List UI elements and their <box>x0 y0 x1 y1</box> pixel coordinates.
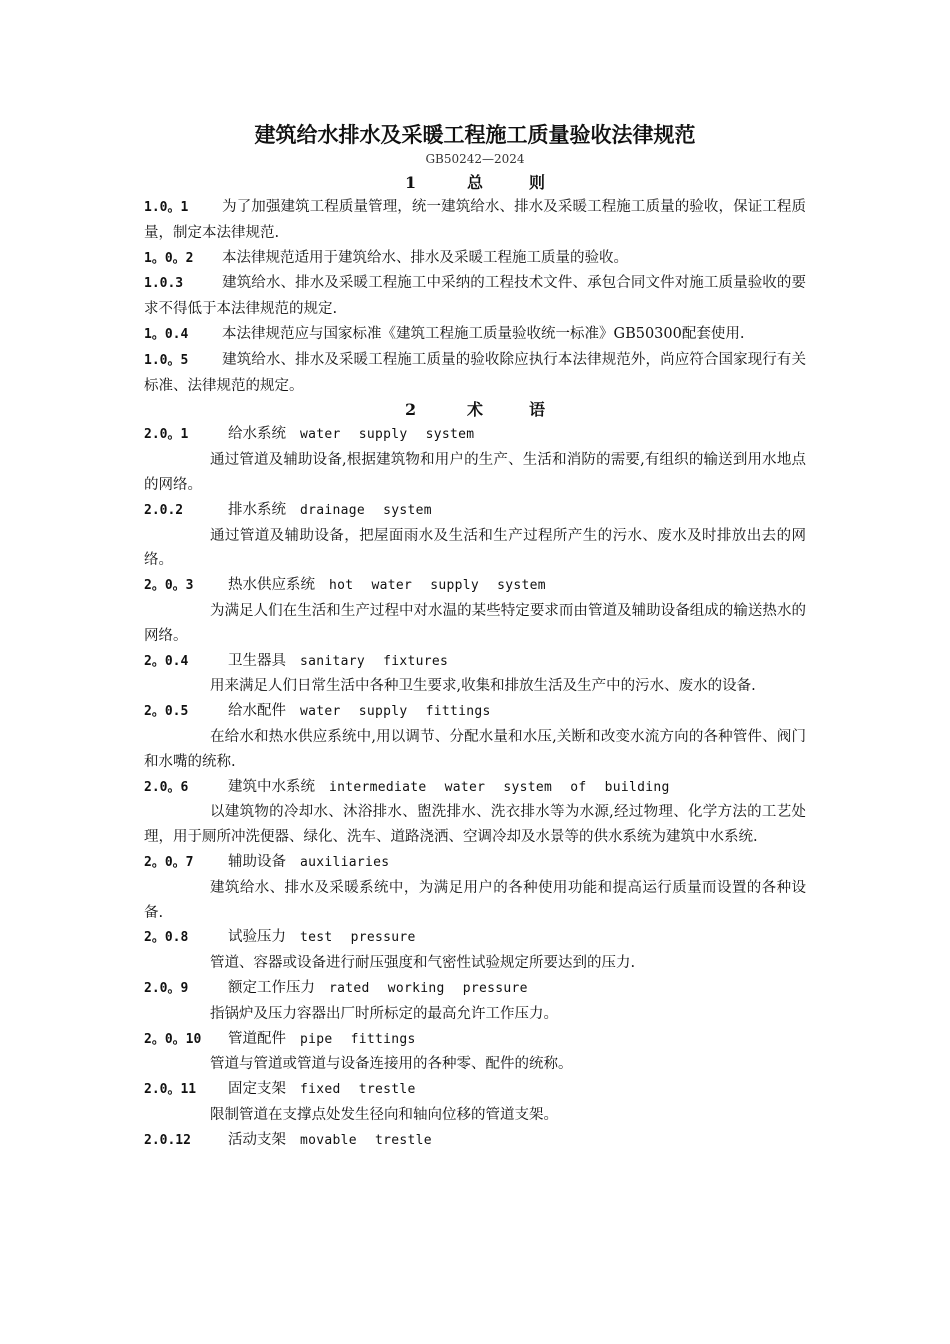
chapter-title-char: 语 <box>528 400 545 420</box>
term-chinese: 辅助设备 <box>228 853 286 870</box>
term-english: drainage system <box>300 502 432 518</box>
term-definition: 在给水和热水供应系统中,用以调节、分配水量和水压,关断和改变水流方向的各种管件、阀门和水嘴的统称. <box>144 728 806 770</box>
term-heading <box>144 1027 806 1053</box>
clause-number: 1.0。1 <box>144 200 189 215</box>
chapter-number: 1 <box>405 173 417 192</box>
term-definition: 指锅炉及压力容器出厂时所标定的最高允许工作压力。 <box>210 1005 558 1022</box>
term-english: rated working pressure <box>329 980 528 996</box>
term-number: 2.0.2 <box>144 502 184 518</box>
term-definition: 建筑给水、排水及采暖系统中，为满足用户的各种使用功能和提高运行质量而设置的各种设备. <box>144 879 806 921</box>
term-definition: 通过管道及辅助设备，把屋面雨水及生活和生产过程所产生的污水、废水及时排放出去的网络。 <box>144 527 806 569</box>
term-chinese: 排水系统 <box>228 501 286 518</box>
clause-number: 1。0.4 <box>144 326 189 342</box>
chapter-number: 2 <box>405 400 417 420</box>
term-definition: 限制管道在支撑点处发生径向和轴向位移的管道支架。 <box>210 1106 558 1123</box>
term-english: test pressure <box>300 930 416 946</box>
term-number: 2。0。3 <box>144 578 194 594</box>
term-number: 2.0。6 <box>144 779 189 795</box>
clause-text: 建筑给水、排水及采暖工程施工中采纳的工程技术文件、承包合同文件对施工质量验收的要求不得低于本法律规范的规定. <box>144 275 806 318</box>
term-english: fixed trestle <box>300 1082 416 1098</box>
term-chinese: 给水配件 <box>228 703 286 720</box>
chapter-1-heading <box>144 171 806 195</box>
clause-text: 为了加强建筑工程质量管理，统一建筑给水、排水及采暖工程施工质量的验收，保证工程质量，制定本法律规范. <box>144 199 806 241</box>
term-number: 2。0。10 <box>144 1031 202 1047</box>
clause-text: 本法律规范适用于建筑给水、排水及采暖工程施工质量的验收。 <box>222 249 628 266</box>
term-heading <box>144 699 806 725</box>
term-definition: 用来满足人们日常生活中各种卫生要求,收集和排放生活及生产中的污水、废水的设备. <box>210 678 756 695</box>
term-english: water supply fittings <box>300 704 491 720</box>
term-heading <box>144 422 806 448</box>
chapter-title-char: 总 <box>466 173 483 192</box>
term-heading <box>144 1128 806 1154</box>
term-definition: 管道、容器或设备进行耐压强度和气密性试验规定所要达到的压力. <box>210 955 636 972</box>
chapter-title-char: 则 <box>528 173 545 192</box>
term-heading <box>144 850 806 876</box>
term-definition: 通过管道及辅助设备,根据建筑物和用户的生产、生活和消防的需要,有组织的输送到用水地点的网络。 <box>144 452 806 493</box>
term-number: 2.0。11 <box>144 1082 197 1098</box>
term-english: pipe fittings <box>300 1031 416 1047</box>
term-number: 2.0。9 <box>144 980 189 996</box>
standard-code: GB50242—2024 <box>425 152 525 166</box>
clause-text: 本法律规范应与国家标准《建筑工程施工质量验收统一标准》GB50300配套使用. <box>222 325 745 342</box>
term-chinese: 活动支架 <box>228 1131 286 1148</box>
term-heading <box>144 775 806 801</box>
term-number: 2。0。7 <box>144 854 194 870</box>
term-number: 2。0.5 <box>144 704 189 720</box>
clause <box>144 322 806 348</box>
term-heading <box>144 498 806 524</box>
clause <box>144 271 806 322</box>
clause-text: 建筑给水、排水及采暖工程施工质量的验收除应执行本法律规范外，尚应符合国家现行有关标准、法律规范的规定。 <box>144 351 806 394</box>
document-page <box>144 120 806 1153</box>
term-chinese: 卫生器具 <box>228 652 286 669</box>
document-title: 建筑给水排水及采暖工程施工质量验收法律规范 <box>254 122 696 147</box>
clause <box>144 348 806 399</box>
term-english: auxiliaries <box>300 854 390 870</box>
term-heading <box>144 925 806 951</box>
term-number: 2。0.4 <box>144 653 189 669</box>
chapter-title-char: 术 <box>466 400 483 420</box>
term-english: water supply system <box>300 427 475 443</box>
clause-number: 1。0。2 <box>144 250 194 266</box>
term-number: 2.0.12 <box>144 1132 191 1148</box>
term-chinese: 试验压力 <box>228 929 286 946</box>
clause <box>144 195 806 246</box>
term-definition: 为满足人们在生活和生产过程中对水温的某些特定要求而由管道及辅助设备组成的输送热水的网络。 <box>144 602 806 644</box>
clause-number: 1.0.3 <box>144 276 184 292</box>
term-chinese: 给水系统 <box>228 426 286 443</box>
term-chinese: 热水供应系统 <box>228 577 315 594</box>
term-definition: 管道与管道或管道与设备连接用的各种零、配件的统称。 <box>210 1056 573 1073</box>
term-heading <box>144 1077 806 1103</box>
term-definition: 以建筑物的冷却水、沐浴排水、盥洗排水、洗衣排水等为水源,经过物理、化学方法的工艺处理，用于厕所冲洗便器、绿化、洗车、道路浇洒、空调冷却及水景等的供水系统为建筑中水系统. <box>144 804 806 846</box>
term-heading <box>144 573 806 599</box>
term-heading <box>144 976 806 1002</box>
term-number: 2。0.8 <box>144 930 189 946</box>
term-heading <box>144 649 806 675</box>
term-english: intermediate water system of building <box>329 779 670 795</box>
term-chinese: 建筑中水系统 <box>228 778 315 795</box>
chapter-2-heading <box>144 398 806 422</box>
term-chinese: 额定工作压力 <box>228 979 315 996</box>
term-english: sanitary fixtures <box>300 653 449 669</box>
term-english: movable trestle <box>300 1132 432 1148</box>
term-number: 2.0。1 <box>144 427 189 443</box>
clause <box>144 246 806 272</box>
term-chinese: 固定支架 <box>228 1081 286 1098</box>
clause-number: 1.0。5 <box>144 352 189 368</box>
term-english: hot water supply system <box>329 578 546 594</box>
term-chinese: 管道配件 <box>228 1030 286 1047</box>
